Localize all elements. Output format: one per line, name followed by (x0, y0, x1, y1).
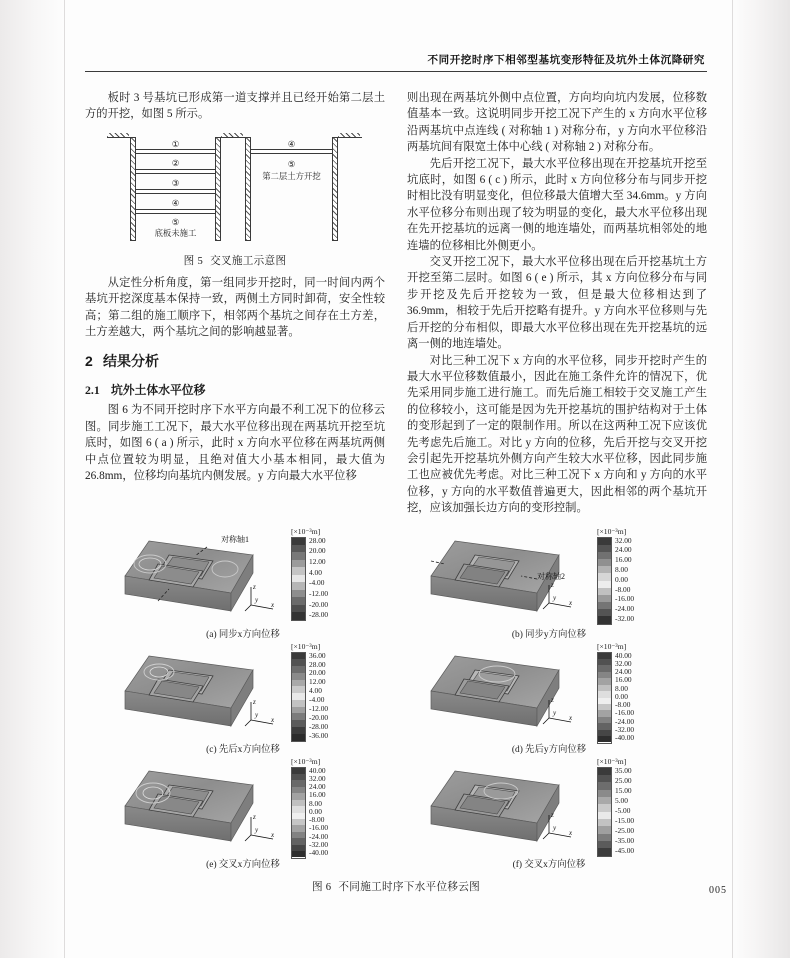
strut-level-3 (136, 189, 215, 194)
left-paragraph-3: 图 6 为不同开挖时序下水平方向最不利工况下的位移云图。同步施工工况下，最大水平位移出现在两基坑开挖至坑底时，如图 6 ( a ) 所示，此时 x 方向水平位移在两基坑两侧中点位置较为明显，且绝对值大小基本相同，最大值为 26.8mm，位移均向基坑内侧发展。y 方向最大水平位移 (85, 404, 385, 483)
colorbar-tick: -5.00 (615, 805, 631, 815)
colorbar-tick: -45.00 (615, 846, 635, 856)
colorbar-tick: -8.00 (615, 700, 631, 710)
colorbar-tick: -40.00 (615, 733, 635, 743)
colorbar-ticks-d (615, 652, 634, 742)
figure-6-subcaption-f: (f) 交叉x方向位移 (512, 859, 586, 870)
colorbar-tick: 0.00 (309, 806, 322, 816)
colorbar-strip-c (291, 652, 306, 742)
left-paragraph-2: 从定性分析角度，第一组同步开挖时，同一时间内两个基坑开挖深度基本保持一致，两侧土方同时卸荷，安全性较高；第二组的施工顺序下，相邻两个基坑之间存在土方差，土方差越大，两个基坑之间的影响越显著。 (85, 276, 385, 339)
colorbar-tick: 20.00 (309, 668, 326, 678)
colorbar-unit-f: [×10⁻³m] (597, 756, 627, 766)
right-paragraph-3: 交叉开挖工况下，最大水平位移出现在后开挖基坑土方开挖至第二层时。如图 6 ( e ) 所示，其 x 方向位移分布与同步开挖及先后开挖较为一致，但是最大位移相达到了 36.9mm，相较于先后开挖略有提升。y 方向水平位移则与先后开挖的分布相似，即最大水平位移出现在先开挖基坑的远离一侧的地连墙处。 (407, 256, 707, 351)
colorbar-tick: -28.00 (309, 722, 329, 732)
colorbar-tick: 8.00 (615, 683, 628, 693)
page-content (85, 52, 707, 907)
subsection-heading-21 (85, 381, 385, 398)
right-paragraph-2: 先后开挖工况下，最大水平位移出现在开挖基坑开挖至坑底时，如图 6 ( c ) 所示，此时 x 方向位移分布与同步开挖时相比没有明显变化，但位移最大值增大至 34.6mm。y 方向水平位移分布则出现了较为明显的变化，最大水平位移出现在先开挖基坑的远离一侧的地连墙处，而两基坑相邻处的地连墙的位移相比外侧更小。 (407, 157, 707, 252)
colorbar-tick: -36.00 (309, 731, 329, 741)
colorbar-tick: -4.00 (309, 578, 325, 588)
colorbar-tick: 32.00 (309, 773, 326, 783)
figure-6 (85, 527, 707, 894)
left-paragraph-1: 板时 3 号基坑已形成第一道支撑并且已经开始第二层土方的开挖，如图 5 所示。 (85, 92, 385, 121)
section-number-2: 2 (85, 353, 93, 370)
left-column (85, 82, 385, 517)
svg-text:z: z (551, 580, 554, 589)
figure-6-subcaption-c: (c) 先后x方向位移 (206, 744, 280, 755)
colorbar-tick: 4.00 (309, 686, 322, 696)
colorbar-tick: -28.00 (309, 610, 329, 620)
axes-triad-c (243, 698, 277, 730)
figure-5-diagram (85, 129, 385, 249)
colorbar-tick: -24.00 (615, 716, 635, 726)
colorbar-strip-d (597, 652, 612, 744)
colorbar-unit-b: [×10⁻³m] (597, 526, 627, 536)
running-head-rule (85, 71, 707, 72)
figure-6-caption (85, 879, 707, 894)
svg-text:y: y (553, 823, 557, 832)
figure-5-caption-label: 图 5 (183, 255, 204, 267)
figure-6-panel-f (399, 757, 699, 870)
colorbar-tick: 24.00 (615, 667, 632, 677)
two-column-layout (85, 82, 707, 517)
page-edge-line-right (732, 0, 733, 958)
colorbar-tick: 36.00 (309, 650, 326, 660)
colorbar-tick: -25.00 (615, 825, 635, 835)
figure-6-row-1 (85, 527, 707, 640)
colorbar-tick: 20.00 (309, 546, 326, 556)
colorbar-c (291, 642, 387, 740)
strut-level-4 (136, 209, 215, 214)
symmetry-axis-annotation-a: 对称轴1 (221, 534, 249, 544)
svg-text:z: z (551, 695, 554, 704)
pit-bottom-text: 底板未施工 (154, 228, 197, 238)
colorbar-ticks-e (309, 767, 328, 857)
svg-text:y: y (553, 593, 557, 602)
section-title-2: 结果分析 (103, 353, 159, 370)
colorbar-tick: 24.00 (309, 782, 326, 792)
figure-6-caption-text: 不同施工时序下水平位移云图 (338, 881, 481, 893)
colorbar-tick: 8.00 (309, 798, 322, 808)
colorbar-tick: -24.00 (615, 604, 635, 614)
colorbar-strip-a (291, 537, 306, 621)
figure-6-subcaption-e: (e) 交叉x方向位移 (206, 859, 280, 870)
colorbar-tick: 24.00 (615, 545, 632, 555)
colorbar-tick: -16.00 (309, 823, 329, 833)
colorbar-tick: 16.00 (615, 555, 632, 565)
colorbar-tick: 28.00 (309, 535, 326, 545)
colorbar-strip-b (597, 537, 612, 625)
svg-text:x: x (271, 830, 275, 839)
axes-triad-a (243, 583, 277, 615)
colorbar-ticks-b (615, 537, 634, 623)
figure-6-panel-c (93, 642, 393, 755)
colorbar-e (291, 756, 387, 858)
svg-text:x: x (569, 828, 573, 837)
page-edge-line-left (64, 0, 65, 958)
colorbar-tick: -12.00 (309, 588, 329, 598)
colorbar-tick: 0.00 (615, 574, 628, 584)
svg-text:y: y (255, 825, 259, 834)
svg-text:z: z (253, 812, 256, 821)
svg-text:z: z (253, 697, 256, 706)
svg-text:y: y (255, 710, 259, 719)
figure-6-row-3 (85, 757, 707, 870)
colorbar-unit-c: [×10⁻³m] (291, 641, 321, 651)
svg-text:z: z (551, 810, 554, 819)
right-paragraph-1: 则出现在两基坑外侧中点位置，方向均向坑内发展，位移数值基本一致。这说明同步开挖工况下产生的 x 方向水平位移沿两基坑中点连线 ( 对称轴 1 ) 对称分布，y 方向水平位移沿两基坑间有限宽土体中心线 ( 对称轴 2 ) 对称分布。 (407, 92, 707, 154)
colorbar-tick: 40.00 (615, 650, 632, 660)
svg-text:x: x (569, 713, 573, 722)
right-pit-top-label: ④ (287, 139, 296, 149)
right-paragraph-4: 对比三种工况下 x 方向的水平位移，同步开挖时产生的最大水平位移数值最小，因此在施工条件允许的情况下，优先采用同步施工进行施工。而先后施工相较于交叉施工产生的位移较小，这可能是因为先开挖基坑的围护结构对于土体的变形起到了一定的限制作用。所以在这两种工况下应该优先考虑先后施工。对比 y 方向的位移，先后开挖与交叉开挖会引起先开挖基坑外侧方向产生较大水平位移，因此同步施工也应被优先考虑。对比三种工况下 x 方向和 y 方向的水平位移，y 方向的水平数值普遍更大，因此相邻的两个基坑开挖，应该加强长边方向的变形控制。 (407, 354, 707, 515)
colorbar-tick: -32.00 (615, 724, 635, 734)
colorbar-ticks-f (615, 767, 634, 855)
colorbar-d (597, 641, 693, 743)
colorbar-tick: -4.00 (309, 695, 325, 705)
figure-6-panel-d (399, 642, 699, 755)
colorbar-tick: 16.00 (309, 790, 326, 800)
strut-right-level-1 (251, 149, 332, 154)
colorbar-tick: 4.00 (309, 567, 322, 577)
right-pit-label: ⑤ (287, 159, 296, 169)
colorbar-tick: 12.00 (309, 556, 326, 566)
running-head: 不同开挖时序下相邻型基坑变形特征及坑外土体沉降研究 (427, 55, 705, 66)
colorbar-tick: 0.00 (615, 691, 628, 701)
right-pit-text: 第二层土方开挖 (262, 171, 321, 181)
colorbar-tick: -8.00 (309, 815, 325, 825)
pit-layer-label-1: ① (171, 139, 180, 149)
svg-text:x: x (271, 715, 275, 724)
colorbar-tick: -32.00 (309, 839, 329, 849)
colorbar-tick: -15.00 (615, 815, 635, 825)
colorbar-tick: 32.00 (615, 658, 632, 668)
colorbar-ticks-a (309, 537, 328, 619)
colorbar-tick: 35.00 (615, 765, 632, 775)
colorbar-tick: 5.00 (615, 795, 628, 805)
colorbar-tick: 25.00 (615, 775, 632, 785)
figure-6-subcaption-d: (d) 先后y方向位移 (511, 744, 587, 755)
subsection-title-21: 坑外土体水平位移 (111, 383, 206, 398)
colorbar-tick: 12.00 (309, 677, 326, 687)
colorbar-tick: -24.00 (309, 831, 329, 841)
pit-layer-label-4: ④ (171, 198, 180, 208)
colorbar-tick: -40.00 (309, 848, 329, 858)
ground-line-left-outer (107, 137, 131, 138)
colorbar-tick: -8.00 (615, 584, 631, 594)
pit-layer-label-2: ② (171, 158, 180, 168)
colorbar-tick: 32.00 (615, 535, 632, 545)
axes-triad-d (541, 696, 575, 728)
colorbar-unit-a: [×10⁻³m] (291, 526, 321, 536)
axes-triad-b (541, 581, 575, 613)
colorbar-tick: -20.00 (309, 599, 329, 609)
ground-line-right-outer (338, 137, 362, 138)
colorbar-tick: -20.00 (309, 713, 329, 723)
pit-bottom-number: ⑤ (171, 217, 180, 227)
colorbar-ticks-c (309, 652, 328, 740)
pit-layer-label-3: ③ (171, 178, 180, 188)
figure-6-subcaption-a: (a) 同步x方向位移 (206, 629, 280, 640)
diaphragm-wall-4 (332, 137, 338, 241)
figure-5-caption (85, 253, 385, 268)
subsection-number-21: 2.1 (85, 383, 100, 398)
colorbar-strip-f (597, 767, 612, 857)
page-number: 005 (709, 885, 727, 896)
figure-6-subcaption-b: (b) 同步y方向位移 (511, 629, 587, 640)
svg-text:y: y (255, 595, 259, 604)
strut-level-1 (136, 149, 215, 154)
figure-6-panel-a (93, 527, 393, 640)
colorbar-tick: -35.00 (615, 836, 635, 845)
colorbar-tick: -12.00 (309, 704, 329, 714)
page-gutter-right (732, 0, 790, 958)
right-column (407, 82, 707, 517)
section-heading-2 (85, 351, 385, 371)
colorbar-b (597, 527, 693, 625)
ground-line-mid-left (221, 137, 245, 138)
colorbar-a (291, 527, 387, 625)
colorbar-f (597, 757, 693, 855)
axes-triad-f (541, 811, 575, 843)
figure-6-panel-e (93, 757, 393, 870)
colorbar-tick: 16.00 (615, 675, 632, 685)
symmetry-axis-annotation-b: 对称轴2 (537, 571, 565, 581)
strut-level-2 (136, 169, 215, 174)
svg-text:x: x (271, 600, 275, 609)
colorbar-tick: -32.00 (615, 614, 635, 624)
colorbar-tick: -16.00 (615, 708, 635, 718)
page-gutter-left (0, 0, 64, 958)
colorbar-unit-d: [×10⁻³m] (597, 641, 627, 651)
figure-6-panel-b (399, 527, 699, 640)
colorbar-tick: -16.00 (615, 594, 635, 604)
figure-6-caption-label: 图 6 (311, 881, 332, 893)
colorbar-tick: 15.00 (615, 785, 632, 795)
svg-text:x: x (569, 598, 573, 607)
colorbar-strip-e (291, 767, 306, 859)
axes-triad-e (243, 813, 277, 845)
colorbar-tick: 40.00 (309, 765, 326, 775)
svg-text:y: y (553, 708, 557, 717)
diaphragm-wall-2 (215, 137, 221, 241)
colorbar-tick: 28.00 (309, 659, 326, 669)
colorbar-tick: 8.00 (615, 565, 628, 574)
figure-5-caption-text: 交叉施工示意图 (210, 255, 287, 267)
svg-text:z: z (253, 582, 256, 591)
figure-6-row-2 (85, 642, 707, 755)
figure-5 (85, 129, 385, 268)
colorbar-unit-e: [×10⁻³m] (291, 756, 321, 766)
